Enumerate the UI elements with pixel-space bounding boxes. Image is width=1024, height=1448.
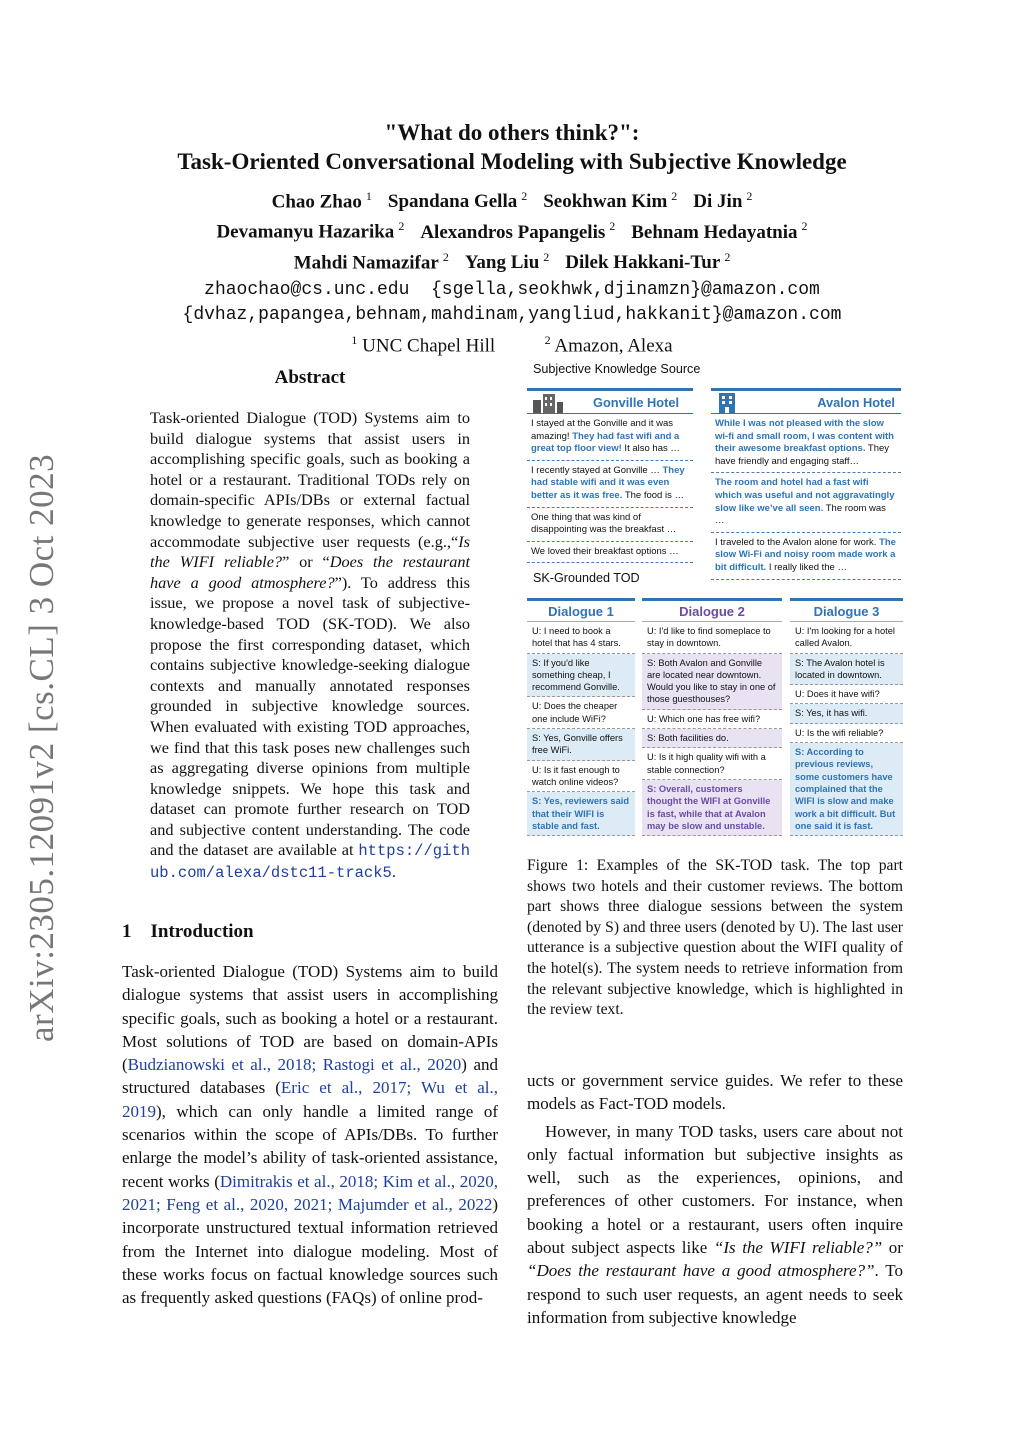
figure-1-caption: Figure 1: Examples of the SK-TOD task. The top part shows two hotels and their customer reviews. The bottom part shows three dialogue sessions between the system (denoted by S) and three users (denoted by U). The last user utterance is a subjective question about the WIFI quality of the hotel(s). The system needs to retrieve information from the relevant subjective knowledge, which is highlighted in the review text. [527,857,903,1019]
email-line: zhaochao@cs.unc.edu {sgella,seokhwk,djinamzn}@amazon.com [204,279,820,300]
user-turn: U: I'm looking for a hotel called Avalon. [790,622,903,654]
user-turn: U: I'd like to find someplace to stay in downtown. [642,622,782,654]
author-name: Devamanyu Hazarika [216,221,395,243]
author-name: Yang Liu [464,251,540,273]
hotel-name: Gonville Hotel [593,395,680,410]
author-row [100,214,924,244]
author-name: Mahdi Namazifar [293,251,439,273]
hotel-icon [717,392,737,414]
user-turn: U: Is it high quality wifi with a stable connection? [642,748,782,780]
system-turn: S: Yes, Gonville offers free WiFi. [527,729,635,761]
system-turn: S: Yes, reviewers said that their WIFI is stable and fast. [527,792,635,836]
author-affiliation-mark: 2 [609,219,616,234]
review-snippet: I recently stayed at Gonville … They had stable wifi and it was even better as it was free. The food is … [527,461,693,508]
author-affiliation-mark: 2 [398,219,405,234]
author-affiliation-mark: 2 [724,249,731,264]
user-turn: U: Is the wifi reliable? [790,724,903,743]
review-snippet: I traveled to the Avalon alone for work. The slow Wi-Fi and noisy room made work a bit difficult. I really liked the … [711,533,901,580]
system-turn: S: The Avalon hotel is located in downtown. [790,654,903,686]
author-list [100,184,924,275]
review-snippet: The room and hotel had a fast wifi which was useful and not aggravatingly slow like we’ve all seen. The room was … [711,473,901,532]
author-name: Behnam Hedayatnia [631,221,798,243]
paper-title-line-2: Task-Oriented Conversational Modeling with Subjective Knowledge [177,149,847,174]
review-snippet: One thing that was kind of disappointing was the breakfast … [527,508,693,542]
author-name: Chao Zhao [271,191,362,213]
figure-1 [527,360,905,842]
review-snippet: While I was not pleased with the slow wi-fi and small room, I was content with their awesome breakfast options. They have friendly and engaging staff… [711,414,901,473]
affiliations: $^1$ UNC Chapel Hill $^2$ Amazon, Alexa [351,332,673,357]
user-turn: U: I need to book a hotel that has 4 stars. [527,622,635,654]
section-heading-introduction: 1 Introduction [122,921,254,942]
author-affiliation-mark: 2 [801,219,808,234]
paper-header [100,118,924,358]
user-turn: U: Does it have wifi? [790,685,903,704]
review-snippet: I stayed at the Gonville and it was amazing! They had fast wifi and a great top floor view! It also has … [527,414,693,461]
citation-link[interactable]: Eric et al., 2017; Wu et al., 2019 [122,1078,499,1121]
dialogue-title: Dialogue 3 [790,598,903,622]
introduction-body: Task-oriented Dialogue (TOD) Systems aim to build dialogue systems that assist users in accomplishing specific goals, such as booking a hotel or a restaurant. Most solutions of TOD are based on domain-APIs (Budzianowski et al., 2018; Rastogi et al., 2020) and structured databases (Eric et al., 2017; Wu et al., 2019), which can only handle a limited range of scenarios within the scope of APIs/DBs. To further enlarge the model’s ability of task-oriented assistance, recent works (Dimitrakis et al., 2018; Kim et al., 2020, 2021; Feng et al., 2020, 2021; Majumder et al., 2022) incorporate unstructured textual information retrieved from the Internet into dialogue modeling. Most of these works focus on factual knowledge sources such as frequently asked questions (FAQs) of online prod- [122,962,499,1308]
system-turn: S: Yes, it has wifi. [790,704,903,723]
author-row [100,184,924,214]
author-affiliation-mark: 2 [543,249,550,264]
email-line: {dvhaz,papangea,behnam,mahdinam,yangliud,hakkanit}@amazon.com [182,304,842,325]
dialogue-1 [527,598,635,836]
building-icon [531,392,565,414]
author-name: Dilek Hakkani-Tur [565,251,721,273]
review-snippet: We loved their breakfast options … [527,542,693,564]
author-name: Seokhwan Kim [543,191,668,213]
affiliation-unc: UNC Chapel Hill [362,335,496,357]
user-turn: U: Which one has free wifi? [642,710,782,729]
author-affiliation-mark: 2 [442,249,449,264]
dialogue-title: Dialogue 1 [527,598,635,622]
hotel-name: Avalon Hotel [817,395,895,410]
author-name: Alexandros Papangelis [420,221,606,243]
author-row [100,245,924,275]
system-turn: S: Both facilities do. [642,729,782,748]
introduction-body-continued: ucts or government service guides. We refer to these models as Fact-TOD models. However, in many TOD tasks, users care about not only factual information but subjective insights as well, such as the experiences, opinions, and preferences of other customers. For instance, when booking a hotel or a restaurant, users often inquire about subject aspects like “Is the WIFI reliable?” or “Does the restaurant have a good atmosphere?”. To respond to such user requests, an agent needs to seek information from subjective knowledge [527,1071,904,1327]
system-turn: S: Overall, customers thought the WIFI at Gonville is fast, while that at Avalon may be slow and unstable. [642,780,782,836]
citation-link[interactable]: Budzianowski et al., 2018; Rastogi et al., 2020 [127,1055,462,1075]
author-affiliation-mark: 2 [746,189,753,203]
author-affiliation-mark: 2 [671,189,678,203]
author-name: Spandana Gella [387,191,518,213]
abstract-body: Task-oriented Dialogue (TOD) Systems aim to build dialogue systems that assist users in accomplishing specific goals, such as booking a hotel or a restaurant. Traditional TODs rely on domain-specific APIs/DBs or external factual knowledge to generate responses, which cannot accommodate subjective user requests (e.g.,“Is the WIFI reliable?” or “Does the restaurant have a good atmosphere?”). To address this issue, we propose a novel task of subjective-knowledge-based TOD (SK-TOD). We also propose the first corresponding dataset, which contains subjective knowledge-seeking dialogue contexts and manually annotated responses grounded in subjective knowledge sources. When evaluated with existing TOD approaches, we find that this task poses new challenges such as aggregating diverse opinions from multiple knowledge snippets. We hope this task and dataset can promote further research on TOD and subjective content understanding. The code and the dataset are available at https://github.com/alexa/dstc11-track5. [150,408,470,883]
author-affiliation-mark: 1 [365,189,372,203]
dialogue-2 [642,598,782,836]
abstract-heading: Abstract [274,367,346,388]
citation-link[interactable]: Dimitrakis et al., 2018; Kim et al., 2020, 2021; Feng et al., 2020, 2021; Majumder et al., 2022 [122,1171,498,1214]
author-name: Di Jin [693,191,743,213]
arxiv-identifier: arXiv:2305.12091v2 [cs.CL] 3 Oct 2023 [22,453,61,1042]
figure-section-knowledge-source: Subjective Knowledge Source [533,362,701,376]
user-turn: U: Is it fast enough to watch online videos? [527,761,635,793]
figure-section-sk-tod: SK-Grounded TOD [533,571,640,585]
affiliation-amazon: Amazon, Alexa [554,335,673,357]
dialogue-title: Dialogue 2 [642,598,782,622]
hotel-card-avalon [711,388,901,580]
paper-title-line-1: "What do others think?": [384,120,640,145]
dialogue-3 [790,598,903,836]
system-turn: S: If you'd like something cheap, I recommend Gonville. [527,654,635,698]
hotel-card-gonville [527,388,693,563]
author-affiliation-mark: 2 [521,189,528,203]
github-link[interactable]: https://github.com/alexa/dstc11-track5 [150,842,470,883]
system-turn: S: According to previous reviews, some customers have complained that the WIFI is slow and make work a bit difficult. But one said it is fast. [790,743,903,836]
system-turn: S: Both Avalon and Gonville are located near downtown. Would you like to stay in one of those guesthouses? [642,654,782,710]
user-turn: U: Does the cheaper one include WiFi? [527,697,635,729]
